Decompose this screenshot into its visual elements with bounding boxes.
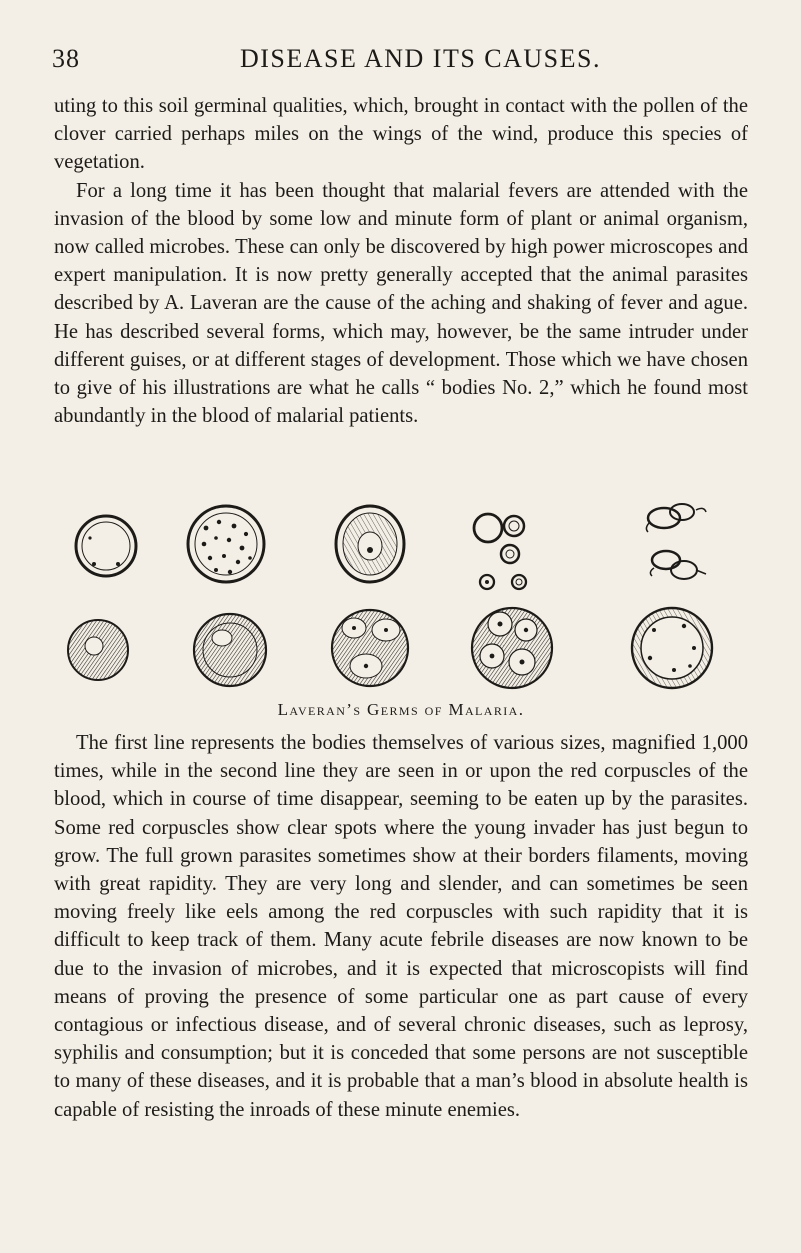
germ-body-1 <box>76 516 136 576</box>
germ-body-2 <box>188 506 264 582</box>
malaria-germs-illustration <box>54 498 748 698</box>
paragraph-explanation: The first line represents the bodies themselves of various sizes, magnified 1,000 times, while in the second line they are seen in or upon the red corpuscles of the blood, which in course of time disappear, seeming to be eaten up by the parasites. Some red corpuscles show clear spots where the young invader has just begun to grow. The full grown parasites sometimes show at their borders filaments, moving with great rapidity. They are very long and slender, and can sometimes be seen moving freely like eels among the red corpuscles with such rapidity that it is difficult to keep track of them. Many acute febrile diseases are now known to be due to the invasion of microbes, and it is expected that microscopists will find means of proving the presence of some particular one as part cause of every contagious or infectious disease, and of several chronic diseases, such as leprosy, syphilis and consumption; but it is conceded that some persons are not susceptible to many of these diseases, and it is probable that a man’s blood in absolute health is capable of resisting the inroads of these minute enemies. <box>54 732 748 1121</box>
body-text-bottom <box>54 729 748 1124</box>
figure-caption: Laveran’s Germs of Malaria. <box>277 700 525 719</box>
corpuscle-2 <box>194 614 266 686</box>
corpuscle-1 <box>68 620 128 680</box>
corpuscle-4 <box>472 608 552 688</box>
germs-engraving <box>54 498 748 698</box>
corpuscle-3 <box>332 610 408 686</box>
corpuscle-5 <box>632 608 712 688</box>
germ-body-5-group <box>646 504 706 579</box>
body-text-top <box>54 92 748 430</box>
paragraph-continued: uting to this soil germinal qualities, which, brought in contact with the pollen of the clover carried perhaps miles on the wings of the wind, produce this species of vegetation. <box>54 95 748 174</box>
germ-body-4-group <box>474 514 526 589</box>
paragraph-malarial-fevers: For a long time it has been thought that malarial fevers are attended with the invasion of the blood by some low and minute form of plant or animal organism, now called microbes. These can only be discovered by high power microscopes and expert manipulation. It is now pretty generally accepted that the animal parasites described by A. Laveran are the cause of the aching and shaking of fever and ague. He has described several forms, which may, however, be the same intruder under different guises, or at different stages of development. Those which we have chosen to give of his illustrations are what he calls “ bodies No. 2,” which he found most abundantly in the blood of malarial patients. <box>54 179 748 428</box>
page-number: 38 <box>52 44 80 73</box>
germ-body-3 <box>336 506 404 582</box>
running-head: DISEASE AND ITS CAUSES. <box>240 44 601 73</box>
page-header <box>52 44 749 84</box>
